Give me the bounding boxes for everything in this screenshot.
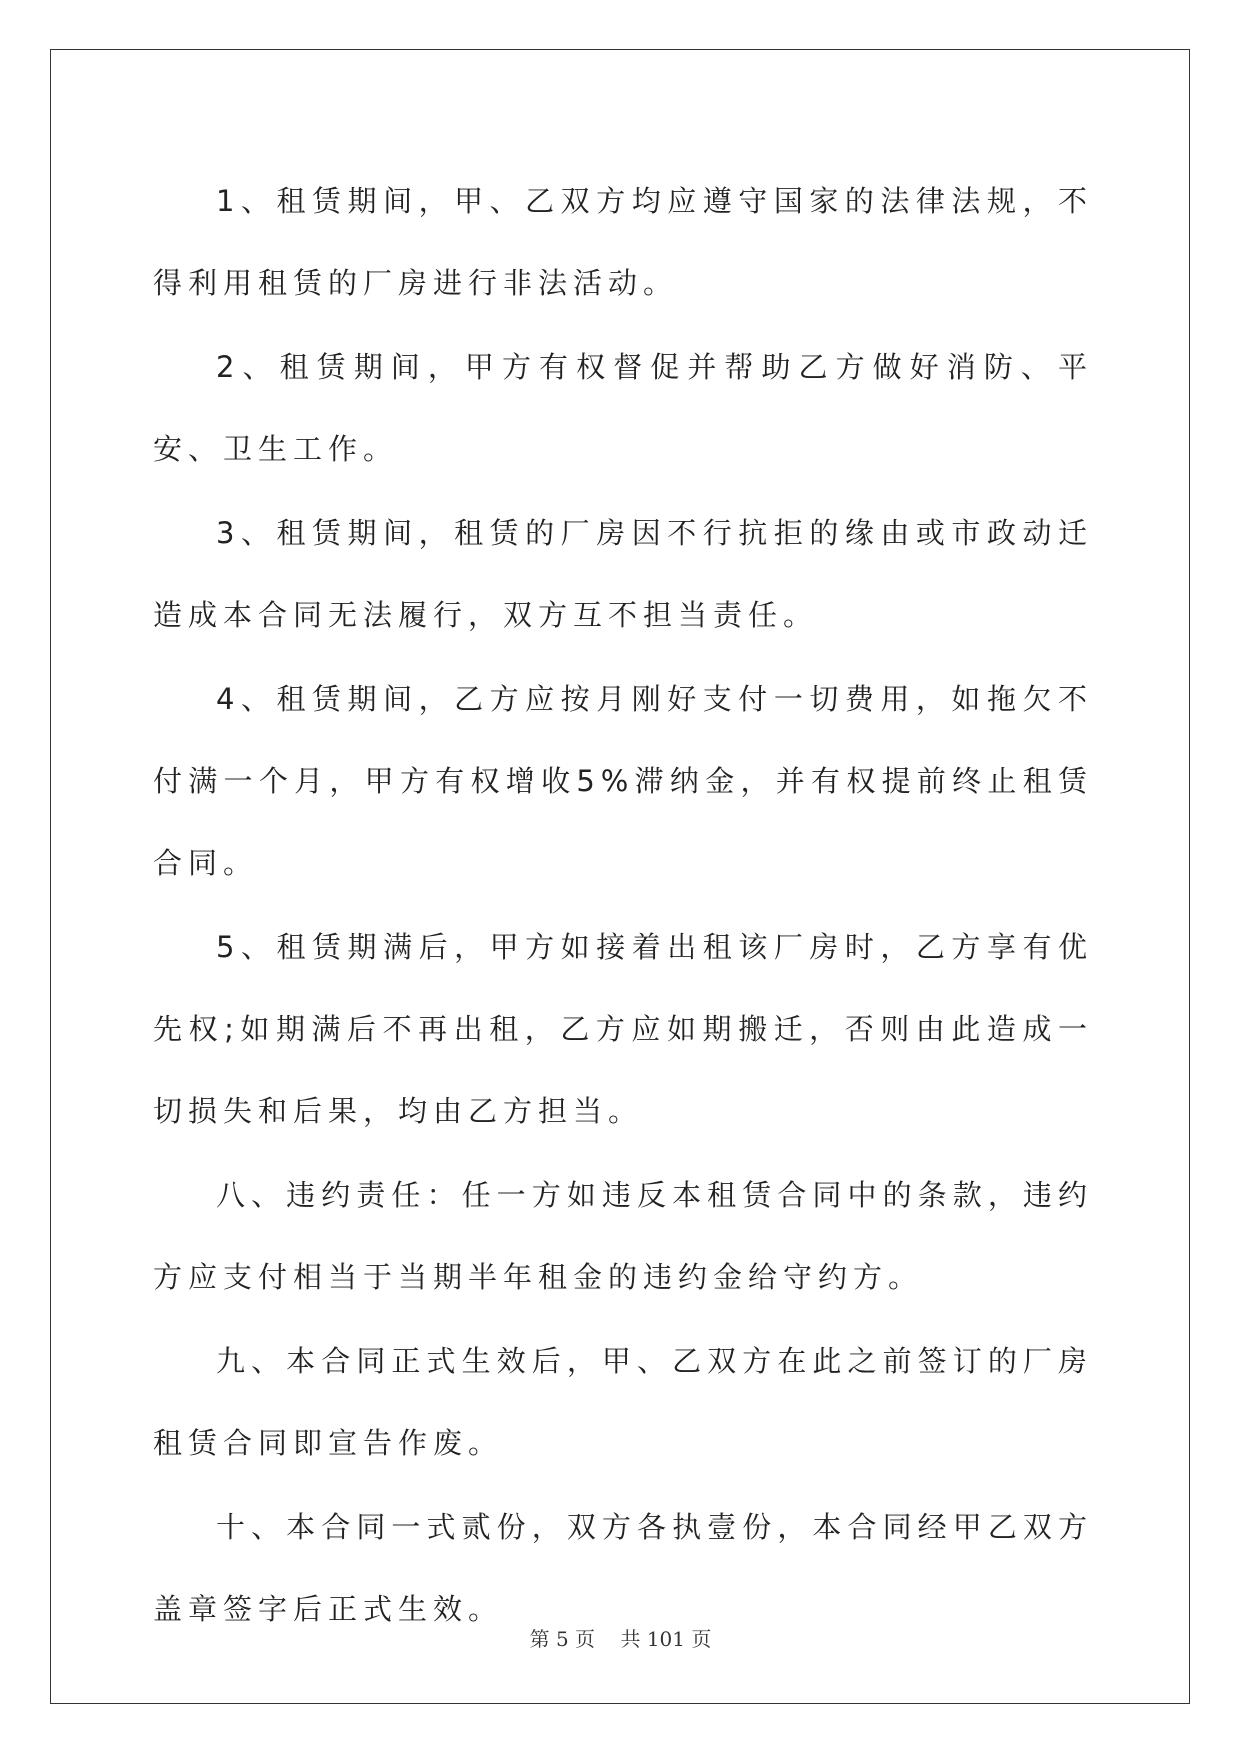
clause-1-paragraph: 1、租赁期间，甲、乙双方均应遵守国家的法律法规，不得利用租赁的厂房进行非法活动。 [153,184,1093,300]
document-body [153,160,1093,1652]
clause-3-paragraph: 3、租赁期间，租赁的厂房因不行抗拒的缘由或市政动迁造成本合同无法履行，双方互不担当责任。 [153,516,1093,632]
copies-clause-paragraph: 十、本合同一式贰份，双方各执壹份，本合同经甲乙双方盖章签字后正式生效。 [153,1510,1093,1626]
effect-clause-paragraph: 九、本合同正式生效后，甲、乙双方在此之前签订的厂房租赁合同即宣告作废。 [153,1344,1093,1460]
clause-5-paragraph: 5、租赁期满后，甲方如接着出租该厂房时，乙方享有优先权;如期满后不再出租，乙方应如期搬迁，否则由此造成一切损失和后果，均由乙方担当。 [153,930,1093,1128]
clause-2-paragraph: 2、租赁期间，甲方有权督促并帮助乙方做好消防、平安、卫生工作。 [153,350,1093,466]
clause-4-paragraph: 4、租赁期间，乙方应按月刚好支付一切费用，如拖欠不付满一个月，甲方有权增收5%滞纳金，并有权提前终止租赁合同。 [153,682,1093,880]
breach-liability-paragraph: 八、违约责任：任一方如违反本租赁合同中的条款，违约方应支付相当于当期半年租金的违约金给守约方。 [153,1178,1093,1294]
page-number-footer: 第 5 页 共 101 页 [529,1627,712,1651]
